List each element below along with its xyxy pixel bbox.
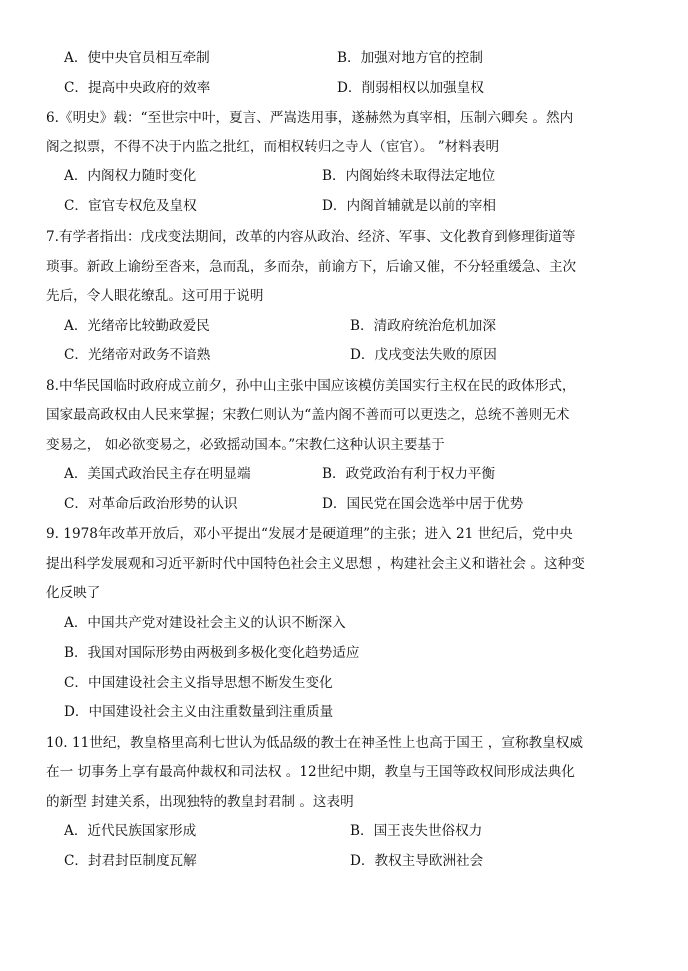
q10-option-b: B．国王丧失世俗权力 bbox=[350, 823, 483, 839]
q8-option-b: B．政党政治有利于权力平衡 bbox=[322, 466, 496, 482]
q10-option-c: C．封君封臣制度瓦解 bbox=[64, 853, 197, 869]
q6-stem-line-1: 6.《明史》载：“至世宗中叶，夏言、严嵩迭用事，遂赫然为真宰相，压制六卿矣 。然内 bbox=[46, 110, 574, 126]
q7-stem-line-2: 琐事。新政上谕纷至沓来，急而乱，多而杂，前谕方下，后谕又催，不分轻重缓急、主次 bbox=[46, 259, 577, 275]
q9-option-b: B．我国对国际形势由两极到多极化变化趋势适应 bbox=[64, 645, 360, 661]
q10-stem-line-3: 的新型 封建关系，出现独特的教皇封君制 。这表明 bbox=[46, 794, 354, 810]
q7-stem-line-1: 7.有学者指出：戊戌变法期间，改革的内容从政治、经济、军事、文化教育到修理街道等 bbox=[46, 229, 576, 245]
q10-option-d: D．教权主导欧洲社会 bbox=[350, 853, 484, 869]
q6-option-c: C．宦官专权危及皇权 bbox=[64, 198, 197, 214]
q9-stem-line-1: 9. 1978年改革开放后，邓小平提出“发展才是硬道理”的主张；进入 21 世纪后，党中央 bbox=[46, 526, 573, 542]
q10-stem-line-2: 在一 切事务上享有最高仲裁权和司法权 。12世纪中期，教皇与王国等政权间形成法典化 bbox=[46, 764, 575, 780]
q8-option-c: C．对革命后政治形势的认识 bbox=[64, 496, 238, 512]
q9-option-d: D．中国建设社会主义由注重数量到注重质量 bbox=[64, 704, 334, 720]
q8-option-a: A．美国式政治民主存在明显端 bbox=[64, 466, 251, 482]
q8-stem-line-1: 8.中华民国临时政府成立前夕，孙中山主张中国应该模仿美国实行主权在民的政体形式， bbox=[46, 378, 576, 394]
q7-option-d: D．戊戌变法失败的原因 bbox=[350, 347, 497, 363]
q8-stem-line-2: 国家最高政权由人民来掌握；宋教仁则认为“盖内阁不善而可以更迭之，总统不善则无术 bbox=[46, 407, 570, 423]
q7-option-c: C．光绪帝对政务不谙熟 bbox=[64, 347, 211, 363]
prev-option-d: D．削弱相权以加强皇权 bbox=[337, 80, 484, 96]
q9-stem-line-2: 提出科学发展观和习近平新时代中国特色社会主义思想 ，构建社会主义和谐社会 。这种变 bbox=[46, 556, 585, 572]
q10-stem-line-1: 10. 11世纪，教皇格里高利七世认为低品级的教士在神圣性上也高于国王 ，宣称教皇权威 bbox=[46, 735, 583, 751]
q8-stem-line-3: 变易之， 如必欲变易之，必致摇动国本。”宋教仁这种认识主要基于 bbox=[46, 437, 445, 453]
q7-stem-line-3: 先后，令人眼花缭乱。这可用于说明 bbox=[46, 288, 264, 304]
q6-option-a: A．内阁权力随时变化 bbox=[64, 168, 197, 184]
q9-stem-line-3: 化反映了 bbox=[46, 585, 101, 601]
q7-option-b: B．清政府统治危机加深 bbox=[350, 318, 496, 334]
q6-option-b: B．内阁始终未取得法定地位 bbox=[322, 168, 496, 184]
q9-option-a: A．中国共产党对建设社会主义的认识不断深入 bbox=[64, 615, 346, 631]
q6-stem-line-2: 阁之拟票，不得不决于内监之批红，而相权转归之寺人（宦官）。 ”材料表明 bbox=[46, 139, 500, 155]
q10-option-a: A．近代民族国家形成 bbox=[64, 823, 197, 839]
q9-option-c: C．中国建设社会主义指导思想不断发生变化 bbox=[64, 675, 333, 691]
q6-option-d: D．内阁首辅就是以前的宰相 bbox=[322, 198, 497, 214]
prev-option-c: C．提高中央政府的效率 bbox=[64, 80, 211, 96]
q8-option-d: D．国民党在国会选举中居于优势 bbox=[322, 496, 524, 512]
q7-option-a: A．光绪帝比较勤政爱民 bbox=[64, 318, 210, 334]
prev-option-b: B．加强对地方官的控制 bbox=[337, 50, 483, 66]
prev-option-a: A．使中央官员相互牵制 bbox=[64, 50, 210, 66]
